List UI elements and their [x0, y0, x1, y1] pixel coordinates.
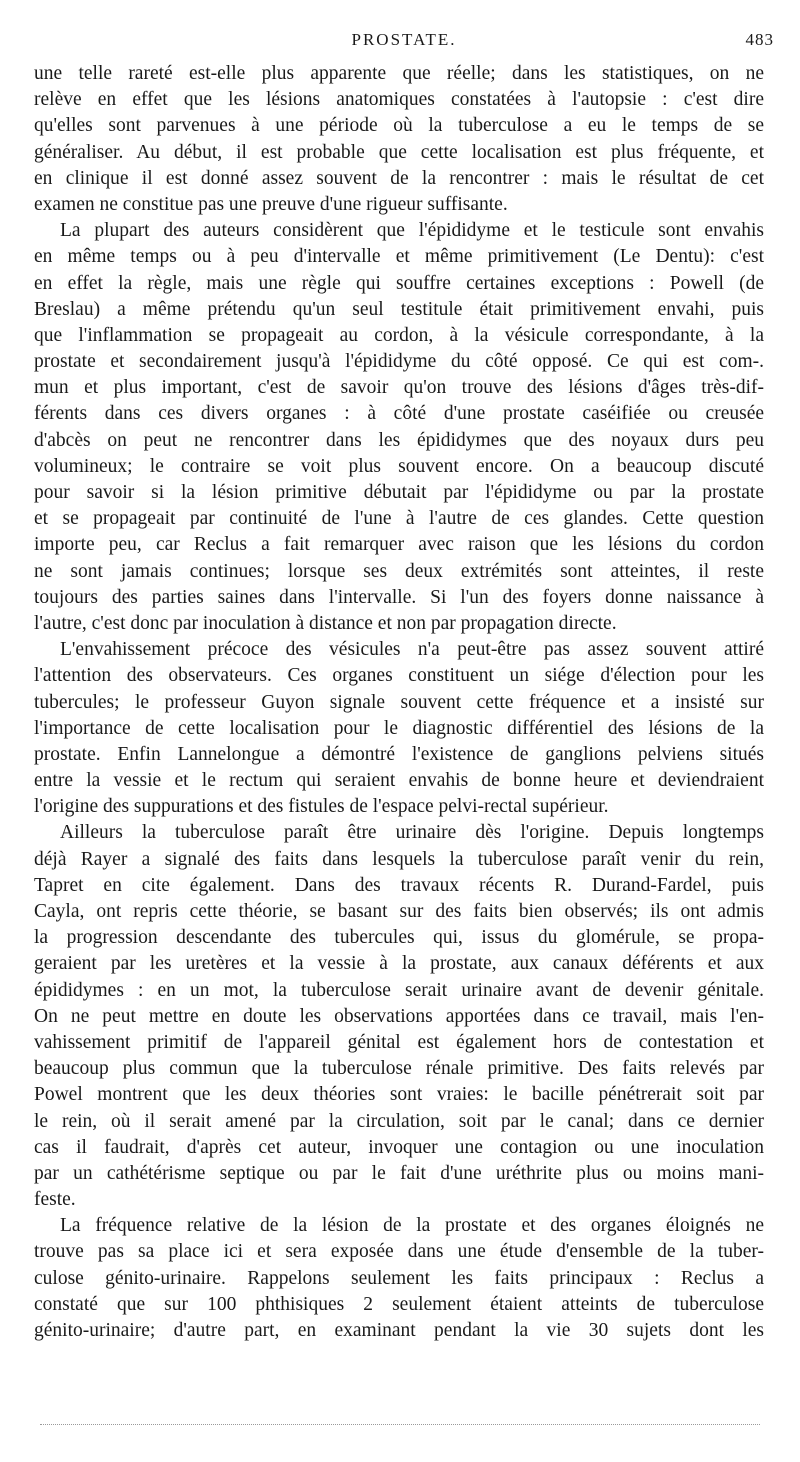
text-line: d'abcès on peut ne rencontrer dans les épididymes que des noyaux durs peu: [34, 429, 764, 451]
text-line: mun et plus important, c'est de savoir qu'on trouve des lésions d'âges très-dif-: [34, 377, 764, 399]
text-line: Powel montrent que les deux théories sont vraies: le bacille pénétrerait soit par: [34, 1084, 764, 1106]
text-line: feste.: [34, 1189, 76, 1211]
text-line: relève en effet que les lésions anatomiques constatées à l'autopsie : c'est dire: [34, 89, 764, 111]
body-text: [34, 61, 764, 1344]
text-line: constaté que sur 100 phthisiques 2 seulement étaient atteints de tuberculose: [34, 1293, 764, 1315]
text-line: l'attention des observateurs. Ces organes constituent un siége d'élection pour les: [34, 665, 764, 687]
text-line: qu'elles sont parvenues à une période où la tuberculose a eu le temps de se: [34, 115, 764, 137]
text-line: prostate et secondairement jusqu'à l'épididyme du côté opposé. Ce qui est com-.: [34, 351, 764, 373]
text-line: pour savoir si la lésion primitive débutait par l'épididyme ou par la prostate: [34, 482, 764, 503]
text-line: importe peu, car Reclus a fait remarquer avec raison que les lésions du cordon: [34, 534, 764, 556]
text-line: tubercules; le professeur Guyon signale souvent cette fréquence et a insisté sur: [34, 691, 764, 713]
text-line: généraliser. Au début, il est probable que cette localisation est plus fréquente, et: [34, 141, 764, 163]
text-line: l'origine des suppurations et des fistules de l'espace pelvi-rectal supérieur.: [34, 796, 609, 818]
text-line: en clinique il est donné assez souvent de la rencontrer : mais le résultat de cet: [34, 167, 764, 189]
text-line: entre la vessie et le rectum qui seraient envahis de bonne heure et deviendraient: [34, 770, 764, 792]
text-line: Cayla, ont repris cette théorie, se basant sur des faits bien observés; ils ont admis: [34, 901, 764, 922]
text-line: examen ne constitue pas une preuve d'une rigueur suffisante.: [34, 193, 508, 215]
text-line: et se propageait par continuité de l'une à l'autre de ces glandes. Cette question: [34, 508, 764, 530]
text-line: cas il faudrait, d'après cet auteur, invoquer une contagion ou une inoculation: [34, 1136, 764, 1158]
text-line: Tapret en cite également. Dans des travaux récents R. Durand-Fardel, puis: [34, 874, 764, 896]
footer-dotted-rule: [40, 1424, 760, 1425]
text-line: férents dans ces divers organes : à côté d'une prostate caséifiée ou creusée: [34, 403, 764, 425]
text-line: en même temps ou à peu d'intervalle et même primitivement (Le Dentu): c'est: [34, 246, 764, 268]
text-line: déjà Rayer a signalé des faits dans lesquels la tuberculose paraît venir du rein,: [34, 848, 764, 870]
text-line: que l'inflammation se propageait au cordon, à la vésicule correspondante, à la: [34, 324, 764, 346]
text-line: On ne peut mettre en doute les observations apportées dans ce travail, mais l'en-: [34, 1005, 764, 1027]
text-line: L'envahissement précoce des vésicules n'a peut-être pas assez souvent attiré: [60, 639, 764, 661]
text-line: prostate. Enfin Lannelongue a démontré l'existence de ganglions pelviens situés: [34, 743, 764, 765]
running-head: [34, 30, 774, 54]
text-line: toujours des parties saines dans l'intervalle. Si l'un des foyers donne naissance à: [34, 586, 764, 608]
text-line: volumineux; le contraire se voit plus souvent encore. On a beaucoup discuté: [34, 455, 764, 477]
text-line: la progression descendante des tubercules qui, issus du glomérule, se propa-: [34, 927, 764, 949]
text-line: geraient par les uretères et la vessie à la prostate, aux canaux déférents et aux: [34, 953, 764, 975]
text-line: ne sont jamais continues; lorsque ses deux extrémités sont atteintes, il reste: [34, 560, 764, 582]
text-line: culose génito-urinaire. Rappelons seulement les faits principaux : Reclus a: [34, 1267, 764, 1289]
running-title: PROSTATE.: [351, 30, 457, 49]
text-line: Breslau) a même prétendu qu'un seul testitule était primitivement envahi, puis: [34, 298, 764, 320]
text-line: une telle rareté est-elle plus apparente que réelle; dans les statistiques, on ne: [34, 63, 764, 84]
text-line: l'autre, c'est donc par inoculation à distance et non par propagation directe.: [34, 612, 617, 634]
text-line: vahissement primitif de l'appareil génital est également hors de contestation et: [34, 1031, 764, 1053]
text-line: par un cathétérisme septique ou par le fait d'une uréthrite plus ou moins mani-: [34, 1162, 764, 1184]
text-line: trouve pas sa place ici et sera exposée dans une étude d'ensemble de la tuber-: [34, 1241, 764, 1263]
text-line: La fréquence relative de la lésion de la prostate et des organes éloignés ne: [60, 1215, 764, 1237]
text-line: le rein, où il serait amené par la circulation, soit par le canal; dans ce dernier: [34, 1110, 764, 1132]
text-line: La plupart des auteurs considèrent que l'épididyme et le testicule sont envahis: [60, 220, 764, 242]
page-number: 483: [745, 30, 774, 49]
text-line: Ailleurs la tuberculose paraît être urinaire dès l'origine. Depuis longtemps: [60, 822, 764, 844]
text-line: épididymes : en un mot, la tuberculose serait urinaire avant de devenir génitale.: [34, 979, 764, 1001]
text-line: beaucoup plus commun que la tuberculose rénale primitive. Des faits relevés par: [34, 1058, 764, 1080]
text-line: génito-urinaire; d'autre part, en examinant pendant la vie 30 sujets dont les: [34, 1320, 764, 1341]
text-line: en effet la règle, mais une règle qui souffre certaines exceptions : Powell (de: [34, 272, 764, 294]
text-line: l'importance de cette localisation pour le diagnostic différentiel des lésions de la: [34, 717, 764, 739]
